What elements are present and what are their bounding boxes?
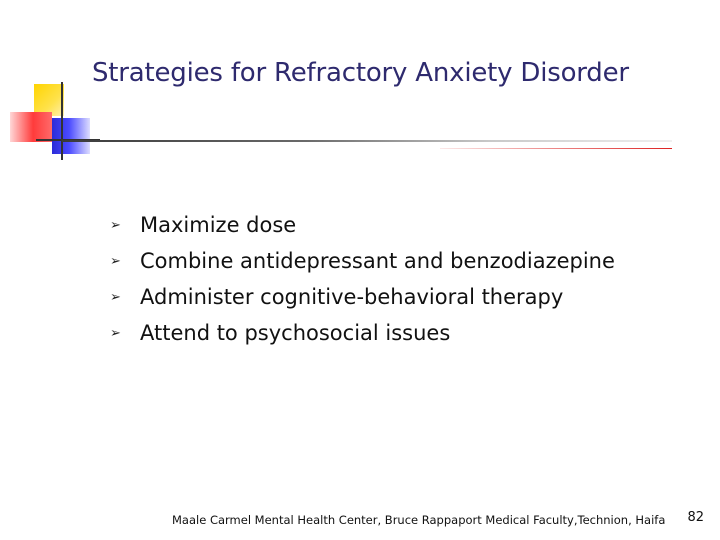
slide-title: Strategies for Refractory Anxiety Disorder	[92, 58, 629, 88]
list-item	[110, 315, 615, 351]
decorative-red-bar	[10, 112, 52, 142]
bullet-text: Attend to psychosocial issues	[140, 321, 451, 345]
decorative-vertical-line	[61, 82, 63, 160]
bullet-text: Maximize dose	[140, 213, 297, 237]
bullet-text: Administer cognitive-behavioral therapy	[140, 285, 564, 309]
title-divider-accent	[440, 148, 672, 149]
page-number: 82	[687, 510, 704, 525]
title-divider	[62, 140, 672, 142]
list-item	[110, 279, 615, 315]
bullet-list	[110, 207, 615, 351]
arrowhead-bullet-icon: ➢	[110, 325, 121, 341]
arrowhead-bullet-icon: ➢	[110, 253, 121, 269]
arrowhead-bullet-icon: ➢	[110, 289, 121, 305]
bullet-text: Combine antidepressant and benzodiazepine	[140, 249, 615, 273]
slide-footer: Maale Carmel Mental Health Center, Bruce Rappaport Medical Faculty,Technion, Haifa	[172, 513, 666, 527]
decorative-blue-square	[52, 118, 90, 154]
arrowhead-bullet-icon: ➢	[110, 217, 121, 233]
list-item	[110, 243, 615, 279]
list-item	[110, 207, 615, 243]
